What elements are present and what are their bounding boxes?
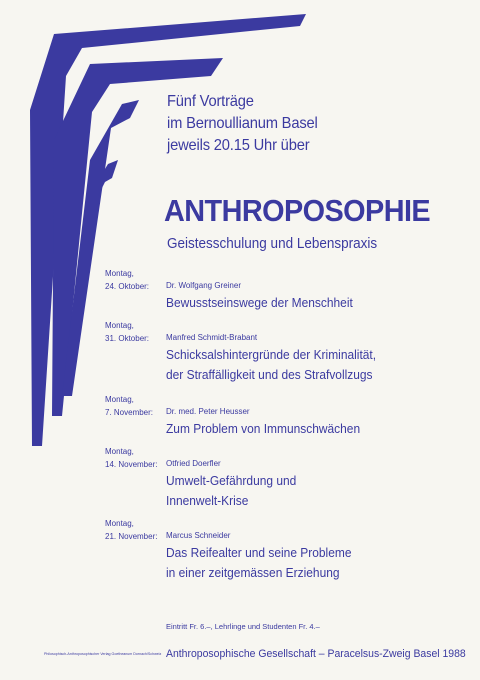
lecture-5-date: 21. November: [105,532,158,541]
lecture-2-date: 31. Oktober: [105,334,150,343]
lecture-3-date: 7. November: [105,408,154,417]
lecture-1-date: 24. Oktober: [105,282,150,291]
lecture-5-title-line-2: in einer zeitgemässen Erziehung [166,565,340,580]
lecture-4-title-line-2: Innenwelt-Krise [166,493,249,508]
admission-info: Eintritt Fr. 6.–, Lehrlinge und Studenten Fr. 4.– [166,622,320,631]
lecture-1-speaker: Dr. Wolfgang Greiner [166,281,241,290]
lecture-4-title-line-1: Umwelt-Gefährdung und [166,473,297,488]
lecture-4-day: Montag, [105,447,134,456]
lecture-2-day: Montag, [105,321,134,330]
lecture-3-title-line-1: Zum Problem von Immunschwächen [166,421,361,436]
lecture-2-speaker: Manfred Schmidt-Brabant [166,333,258,342]
stylized-f-logo [0,0,320,460]
lecture-4-date: 14. November: [105,460,158,469]
lecture-2-title-line-1: Schicksalshintergründe der Kriminalität, [166,347,377,362]
lecture-1-title-line-1: Bewusstseinswege der Menschheit [166,295,353,310]
intro-line-2: im Bernoullianum Basel [167,115,318,132]
lecture-3-day: Montag, [105,395,134,404]
lecture-3-speaker: Dr. med. Peter Heusser [166,407,250,416]
lecture-5-title-line-1: Das Reifealter und seine Probleme [166,545,352,560]
intro-line-1: Fünf Vorträge [167,93,254,110]
lecture-4-speaker: Otfried Doerfler [166,459,221,468]
intro-line-3: jeweils 20.15 Uhr über [167,137,310,154]
organizer-line: Anthroposophische Gesellschaft – Paracelsus-Zweig Basel 1988 [166,648,466,660]
subtitle: Geistesschulung und Lebenspraxis [167,235,378,252]
lecture-5-day: Montag, [105,519,134,528]
lecture-5-speaker: Marcus Schneider [166,531,231,540]
lecture-2-title-line-2: der Straffälligkeit und des Strafvollzugs [166,367,373,382]
printer-credit: Philosophisch-Anthroposophischer Verlag Goetheanum Dornach/Schweiz [44,652,162,656]
headline: ANTHROPOSOPHIE [164,193,431,228]
lecture-1-day: Montag, [105,269,134,278]
